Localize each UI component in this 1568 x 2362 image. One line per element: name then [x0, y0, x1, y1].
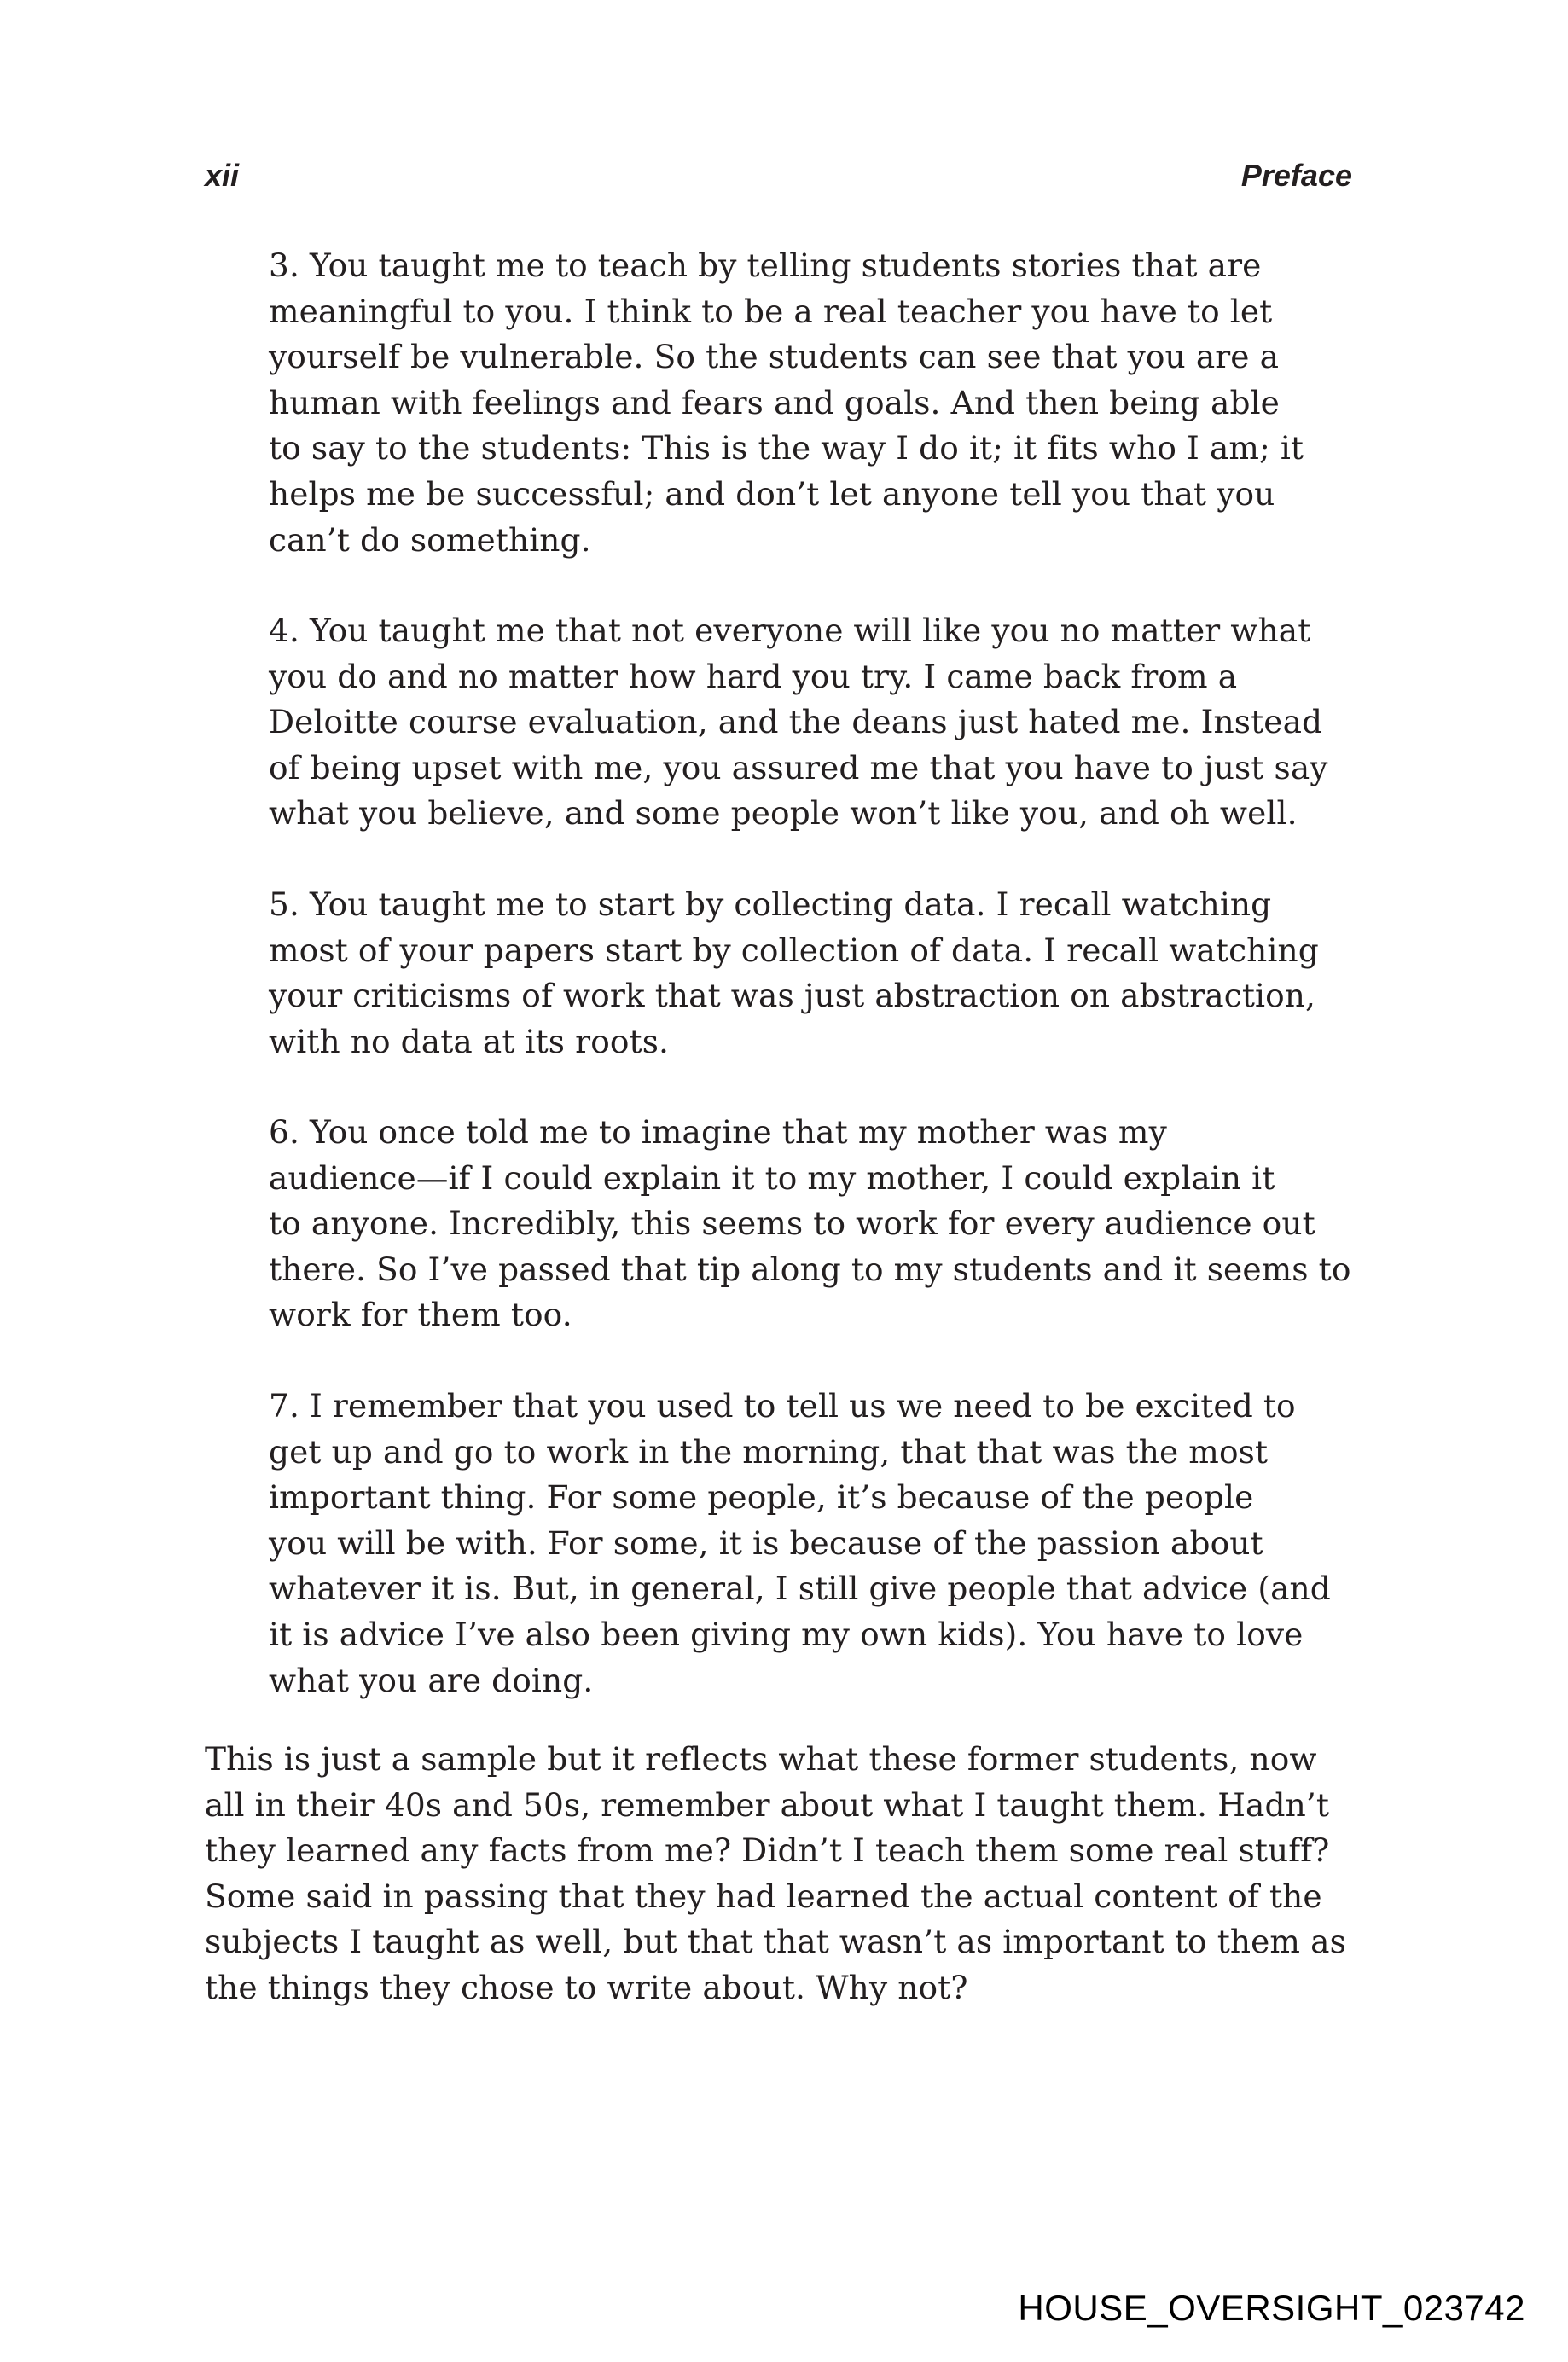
text-line: they learned any facts from me? Didn’t I teach them some real stuff?	[205, 1831, 1330, 1870]
text-line: all in their 40s and 50s, remember about what I taught them. Hadn’t	[205, 1785, 1330, 1824]
text-line: your criticisms of work that was just abstraction on abstraction,	[269, 977, 1316, 1015]
text-line: it is advice I’ve also been giving my own kids). You have to love	[269, 1615, 1304, 1653]
text-line: what you believe, and some people won’t like you, and oh well.	[269, 794, 1298, 833]
page-header	[205, 158, 1352, 200]
text-line: to anyone. Incredibly, this seems to work for every audience out	[269, 1204, 1315, 1243]
text-line: 4. You taught me that not everyone will like you no matter what	[269, 612, 1311, 649]
running-head: Preface	[1240, 158, 1352, 193]
text-line: meaningful to you. I think to be a real teacher you have to let	[269, 292, 1273, 330]
text-line: whatever it is. But, in general, I still give people that advice (and	[269, 1570, 1331, 1608]
text-line: Some said in passing that they had learned the actual content of the	[205, 1877, 1322, 1915]
bates-stamp: HOUSE_OVERSIGHT_023742	[1018, 2288, 1525, 2328]
text-line: This is just a sample but it reflects what these former students, now	[205, 1740, 1317, 1778]
quote-item	[269, 243, 1395, 563]
text-line: can’t do something.	[269, 520, 591, 559]
text-line: to say to the students: This is the way I do it; it fits who I am; it	[269, 429, 1304, 467]
text-line: 3. You taught me to teach by telling students stories that are	[269, 247, 1262, 284]
text-line: you will be with. For some, it is because of the passion about	[269, 1523, 1263, 1562]
text-line: human with feelings and fears and goals. And then being able	[269, 383, 1280, 421]
text-line: what you are doing.	[269, 1661, 594, 1699]
text-line: get up and go to work in the morning, that that was the most	[269, 1432, 1269, 1471]
text-line: yourself be vulnerable. So the students can see that you are a	[269, 338, 1280, 376]
text-line: of being upset with me, you assured me that you have to just say	[269, 748, 1328, 786]
text-line: there. So I’ve passed that tip along to my students and it seems to	[269, 1250, 1351, 1288]
text-line: work for them too.	[269, 1296, 572, 1334]
text-line: helps me be successful; and don’t let anyone tell you that you	[269, 474, 1275, 513]
text-line: Deloitte course evaluation, and the deans just hated me. Instead	[269, 703, 1323, 741]
quote-item	[269, 1384, 1395, 1703]
quote-item	[269, 882, 1395, 1065]
text-line: 5. You taught me to start by collecting data. I recall watching	[269, 885, 1272, 923]
text-line: you do and no matter how hard you try. I came back from a	[269, 657, 1238, 695]
quote-item	[269, 608, 1395, 837]
text-line: audience—if I could explain it to my mother, I could explain it	[269, 1158, 1275, 1197]
text-line: the things they chose to write about. Why not?	[205, 1968, 968, 2006]
text-line: important thing. For some people, it’s because of the people	[269, 1478, 1254, 1517]
body-paragraph	[205, 1737, 1399, 2011]
text-line: 6. You once told me to imagine that my mother was my	[269, 1113, 1167, 1151]
text-line: with no data at its roots.	[269, 1022, 670, 1060]
text-line: 7. I remember that you used to tell us we need to be excited to	[269, 1387, 1296, 1425]
quote-item	[269, 1110, 1395, 1338]
page-number: xii	[205, 158, 240, 193]
text-line: most of your papers start by collection of data. I recall watching	[269, 931, 1319, 969]
text-line: subjects I taught as well, but that that wasn’t as important to them as	[205, 1923, 1346, 1961]
